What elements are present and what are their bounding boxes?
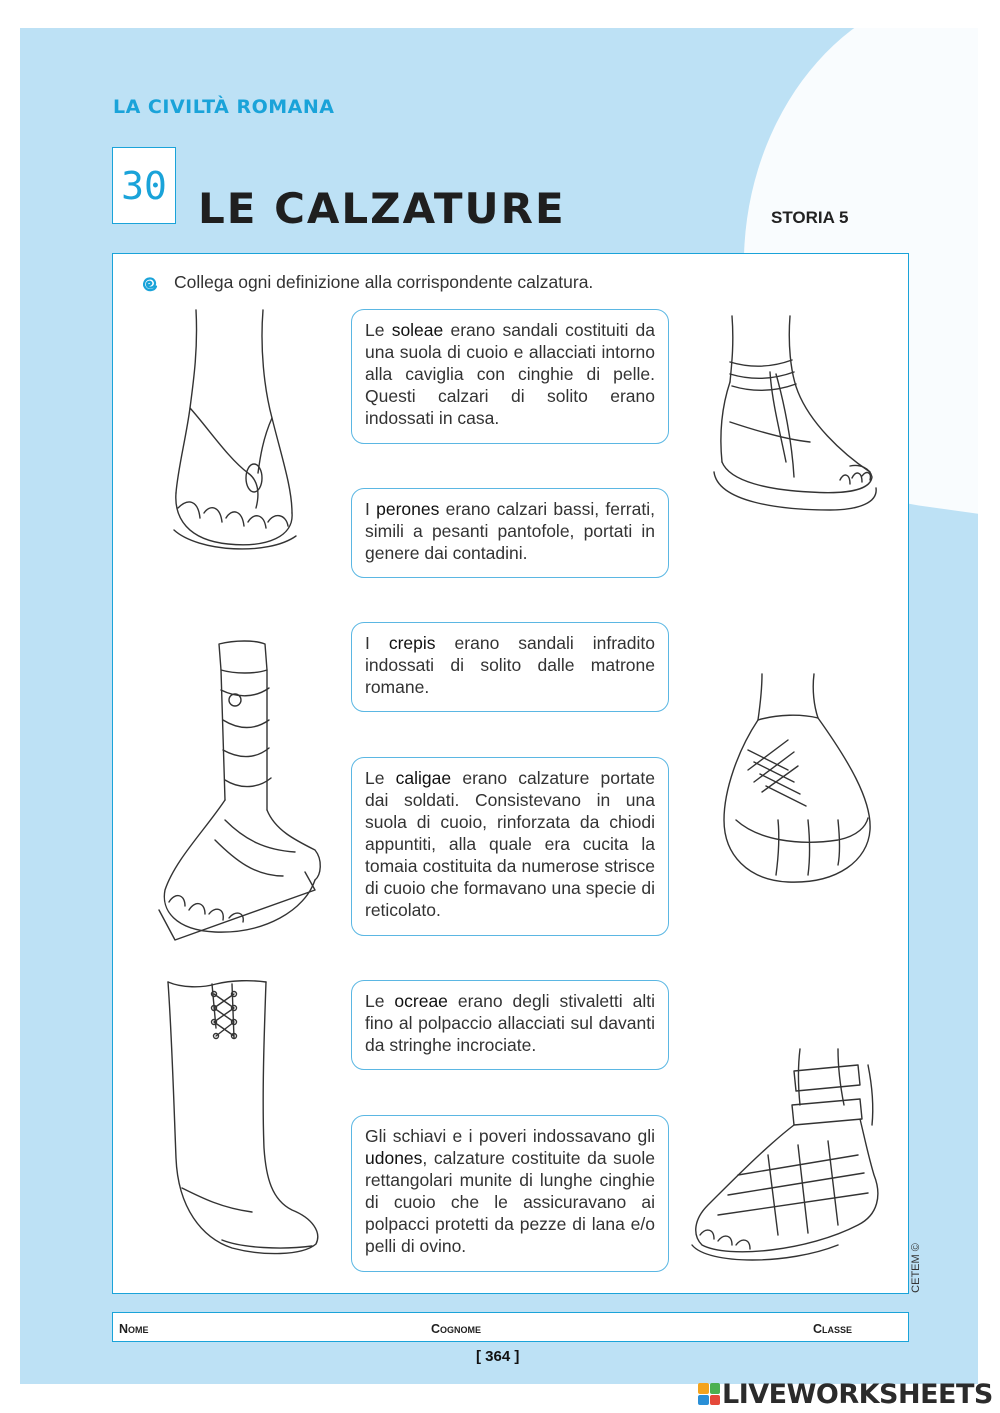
laced-perones-illustration[interactable] bbox=[718, 670, 883, 888]
page-number: [ 364 ] bbox=[476, 1348, 520, 1365]
page-title: LE CALZATURE bbox=[198, 184, 566, 233]
liveworksheets-logo-icon bbox=[698, 1383, 720, 1405]
lesson-number: 30 bbox=[112, 147, 176, 224]
definition-udones[interactable]: Gli schiavi e i poveri indossavano gli udones, calzature costituite da suole rettangolari munite di lunghe cinghie di cuoio che le assicuravano ai polpacci protetti da pezze di lana e/o pelli di ovino. bbox=[351, 1115, 669, 1272]
definition-soleae[interactable]: Le soleae erano sandali costituiti da una suola di cuoio e allacciati intorno alla caviglia con cinghie di pelle. Questi calzari di solito erano indossati in casa. bbox=[351, 309, 669, 444]
term-ocreae: ocreae bbox=[394, 991, 448, 1011]
surname-field-label: Cognome bbox=[431, 1322, 482, 1336]
name-field-label: Nome bbox=[119, 1322, 149, 1336]
spiral-icon bbox=[136, 272, 162, 298]
laced-ankle-sandal-illustration[interactable] bbox=[710, 312, 880, 524]
term-udones: udones bbox=[365, 1148, 423, 1168]
flip-flop-sandal-illustration[interactable] bbox=[168, 308, 308, 553]
section-heading: LA CIVILTÀ ROMANA bbox=[113, 96, 335, 118]
term-crepis: crepis bbox=[388, 633, 436, 653]
instruction-text: Collega ogni definizione alla corrispondente calzatura. bbox=[174, 272, 594, 292]
term-perones: perones bbox=[376, 499, 440, 519]
subject-label: STORIA 5 bbox=[771, 208, 849, 227]
liveworksheets-logo: LIVEWORKSHEETS bbox=[698, 1378, 993, 1410]
udones-sandal-illustration[interactable] bbox=[688, 1045, 886, 1267]
student-info-bar bbox=[112, 1312, 909, 1342]
term-caligae: caligae bbox=[395, 768, 452, 788]
strapped-caligae-illustration[interactable] bbox=[155, 640, 323, 945]
definition-perones[interactable]: I perones erano calzari bassi, ferrati, simili a pesanti pantofole, portati in genere dai contadini. bbox=[351, 488, 669, 578]
definition-caligae[interactable]: Le caligae erano calzature portate dai soldati. Consistevano in una suola di cuoio, rinforzata da chiodi appuntiti, alla quale era cucita la tomaia costituita da numerose strisce di cuoio che formavano una specie di reticolato. bbox=[351, 757, 669, 936]
laced-ocreae-boot-illustration[interactable] bbox=[162, 978, 322, 1268]
definition-ocreae[interactable]: Le ocreae erano degli stivaletti alti fino al polpaccio allacciati sul davanti da stringhe incrociate. bbox=[351, 980, 669, 1070]
definition-crepis[interactable]: I crepis erano sandali infradito indossati di solito dalle matrone romane. bbox=[351, 622, 669, 712]
copyright-label: CETEM © bbox=[909, 1243, 922, 1293]
class-field-label: Classe bbox=[813, 1322, 853, 1336]
term-soleae: soleae bbox=[391, 320, 444, 340]
